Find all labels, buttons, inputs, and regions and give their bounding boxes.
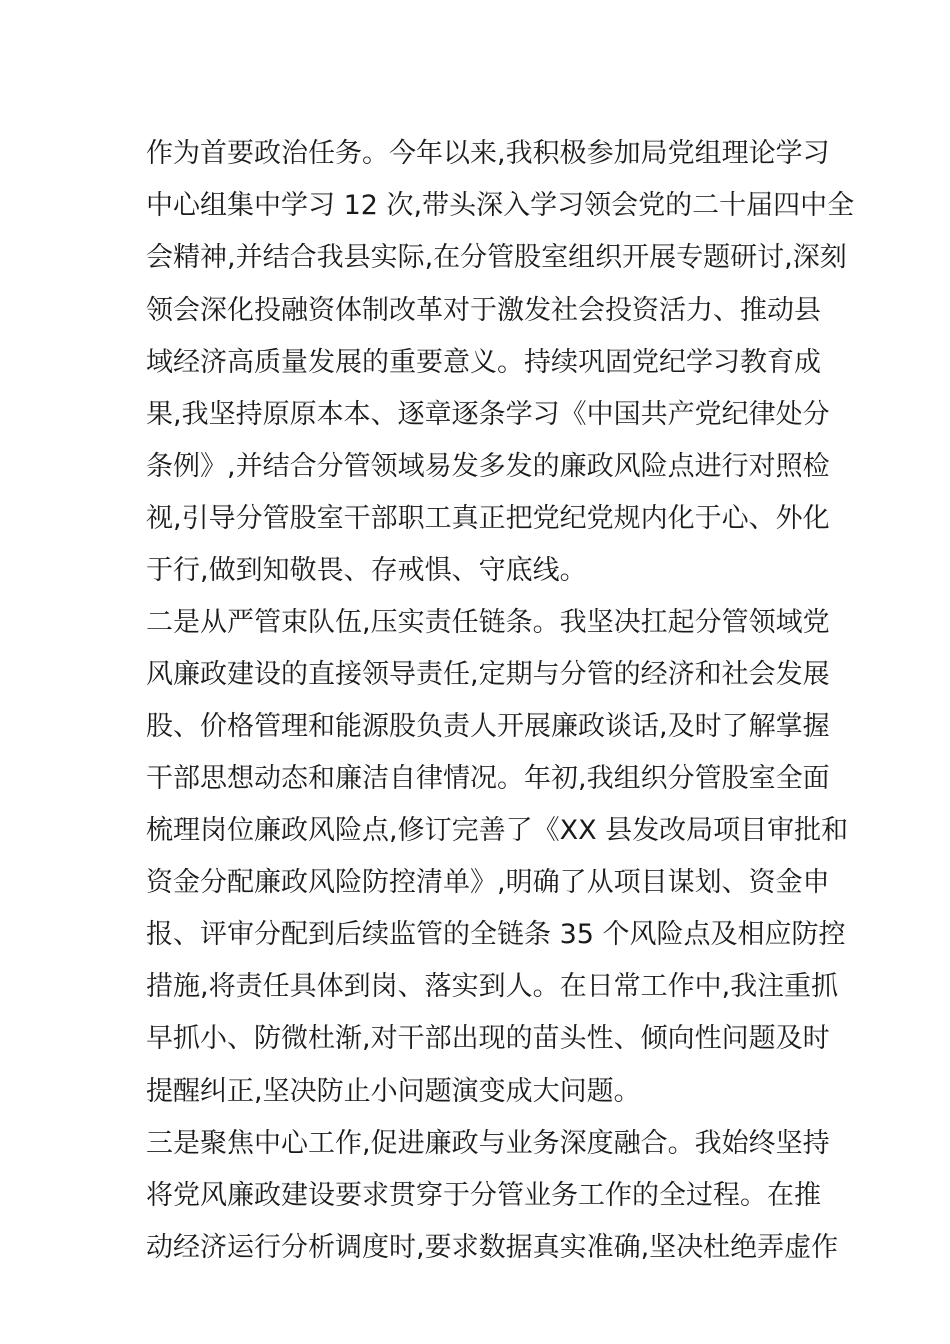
text-line: 早抓小、防微杜渐,对干部出现的苗头性、倾向性问题及时: [146, 1023, 830, 1054]
text-line: 措施,将责任具体到岗、落实到人。在日常工作中,我注重抓: [146, 971, 839, 1002]
text-line: 域经济高质量发展的重要意义。持续巩固党纪学习教育成: [146, 347, 821, 378]
text-line: 梳理岗位廉政风险点,修订完善了《XX 县发改局项目审批和: [146, 815, 849, 846]
text-line: 作为首要政治任务。今年以来,我积极参加局党组理论学习: [146, 138, 830, 169]
text-line: 果,我坚持原原本本、逐章逐条学习《中国共产党纪律处分: [146, 399, 830, 430]
text-line: 条例》,并结合分管领域易发多发的廉政风险点进行对照检: [146, 451, 830, 482]
text-line: 会精神,并结合我县实际,在分管股室组织开展专题研讨,深刻: [146, 242, 847, 273]
text-line: 于行,做到知敬畏、存戒惧、守底线。: [146, 555, 587, 586]
text-line: 动经济运行分析调度时,要求数据真实准确,坚决杜绝弄虚作: [146, 1232, 839, 1263]
text-line: 资金分配廉政风险防控清单》,明确了从项目谋划、资金申: [146, 867, 830, 898]
text-line: 中心组集中学习 12 次,带头深入学习领会党的二十届四中全: [146, 190, 855, 221]
text-line: 二是从严管束队伍,压实责任链条。我坚决扛起分管领域党: [146, 607, 830, 638]
text-line: 将党风廉政建设要求贯穿于分管业务工作的全过程。在推: [146, 1180, 821, 1211]
text-line: 领会深化投融资体制改革对于激发社会投资活力、推动县: [146, 295, 821, 326]
text-line: 提醒纠正,坚决防止小问题演变成大问题。: [146, 1076, 641, 1107]
text-line: 视,引导分管股室干部职工真正把党纪党规内化于心、外化: [146, 503, 830, 534]
text-line: 三是聚焦中心工作,促进廉政与业务深度融合。我始终坚持: [146, 1128, 830, 1159]
text-line: 报、评审分配到后续监管的全链条 35 个风险点及相应防控: [146, 919, 846, 950]
text-line: 干部思想动态和廉洁自律情况。年初,我组织分管股室全面: [146, 763, 830, 794]
text-line: 风廉政建设的直接领导责任,定期与分管的经济和社会发展: [146, 659, 830, 690]
text-line: 股、价格管理和能源股负责人开展廉政谈话,及时了解掌握: [146, 711, 830, 742]
